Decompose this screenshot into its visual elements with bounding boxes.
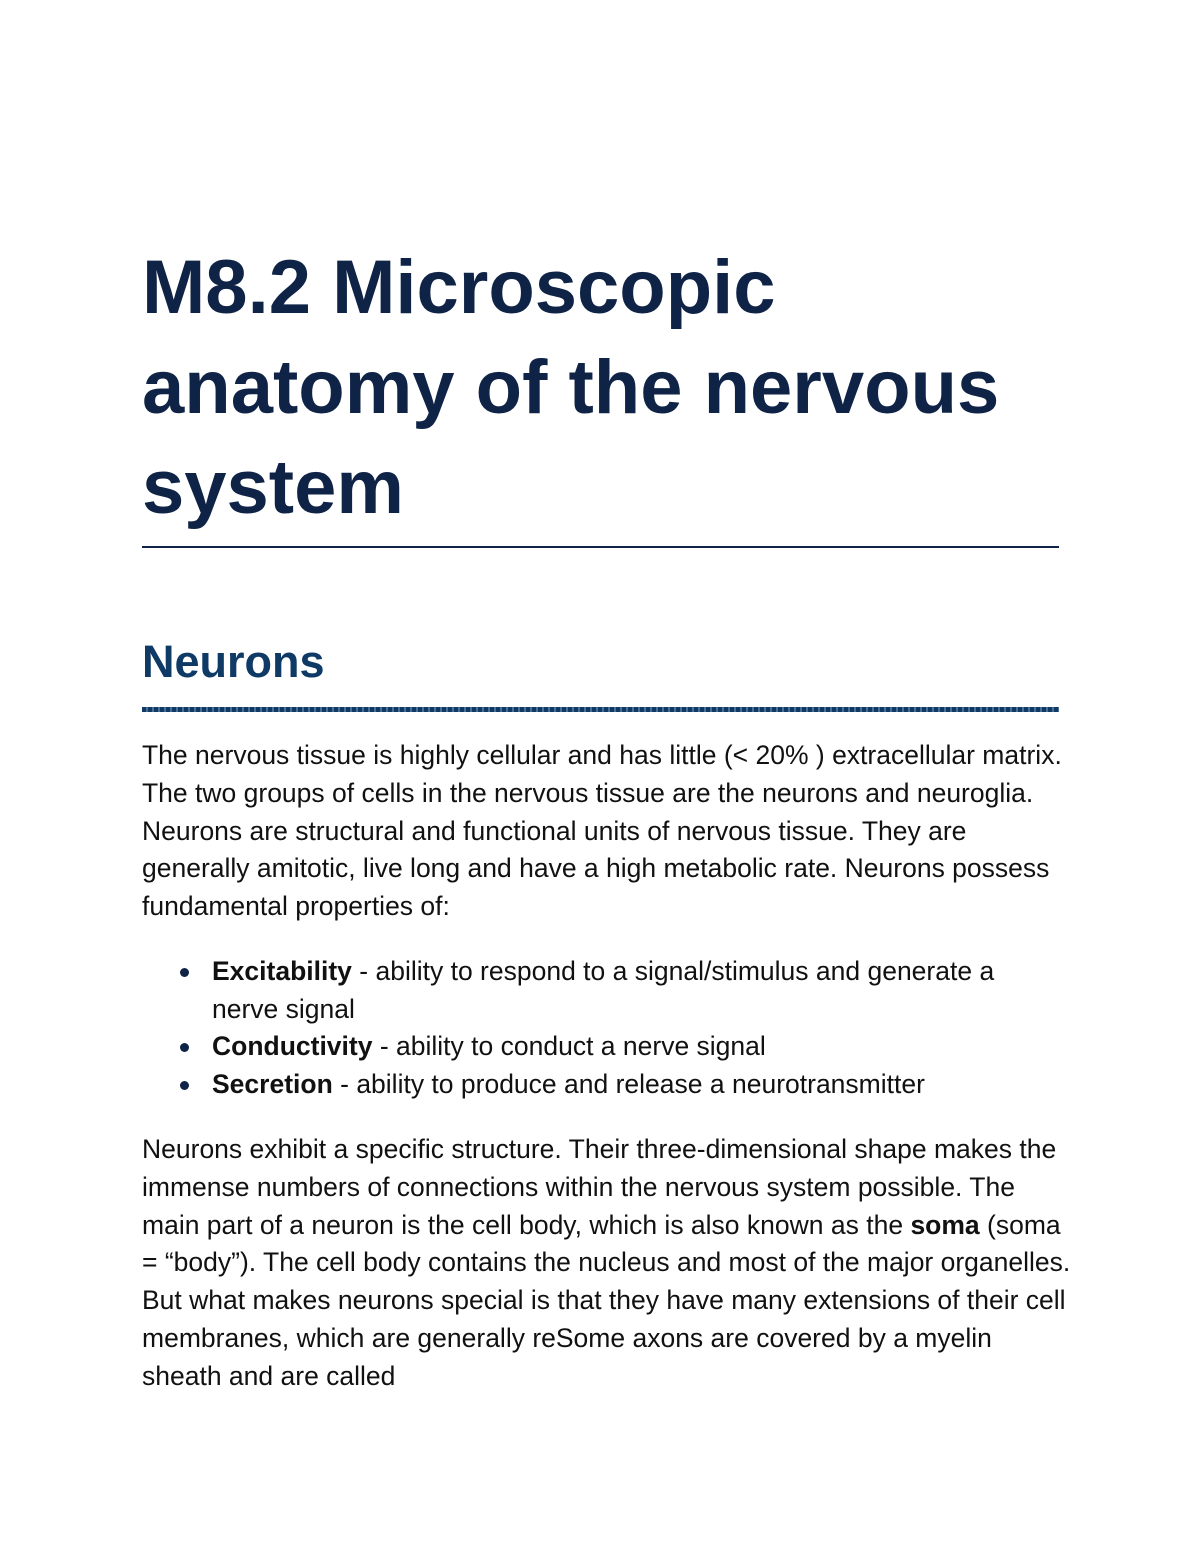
document-title: M8.2 Microscopic anatomy of the nervous system: [142, 245, 1000, 530]
neuron-properties-list: [142, 953, 1059, 1103]
soma-term: soma: [910, 1209, 980, 1240]
property-term: Excitability: [212, 956, 352, 986]
property-term: Secretion: [212, 1068, 333, 1099]
section-divider: [142, 707, 1059, 712]
list-item: [142, 1066, 1059, 1104]
section-heading-neurons: Neurons: [142, 636, 325, 687]
list-item: [142, 1028, 1059, 1066]
property-term: Conductivity: [212, 1031, 373, 1062]
property-description: - ability to produce and release a neurotransmitter: [332, 1068, 925, 1099]
bullet-icon: [180, 1043, 189, 1052]
intro-paragraph: The nervous tissue is highly cellular and has little (< 20% ) extracellular matrix. The two groups of cells in the nervous tissue are the neurons and neuroglia. Neurons are structural and functional units of nervous tissue. They are generally amitotic, live long and have a high metabolic rate. Neurons possess fundamental properties of:: [142, 740, 1062, 922]
title-divider: [142, 546, 1059, 548]
structure-paragraph: [142, 1131, 1072, 1396]
bullet-icon: [180, 968, 189, 977]
list-item: [142, 953, 1059, 1028]
property-description: - ability to conduct a nerve signal: [372, 1031, 766, 1062]
bullet-icon: [180, 1081, 189, 1090]
structure-text-end: (soma = “body”). The cell body contains the nucleus and most of the major organelles. But what makes neurons special is that they have many extensions of their cell membranes, which are generally reSome axons are covered by a myelin sheath and are called: [142, 1209, 1071, 1391]
property-description: - ability to respond to a signal/stimulus and generate a nerve signal: [212, 956, 995, 1024]
structure-text-start: Neurons exhibit a specific structure. Their three-dimensional shape makes the immense numbers of connections within the nervous system possible. The main part of a neuron is the cell body, which is also known as the: [142, 1134, 1057, 1240]
